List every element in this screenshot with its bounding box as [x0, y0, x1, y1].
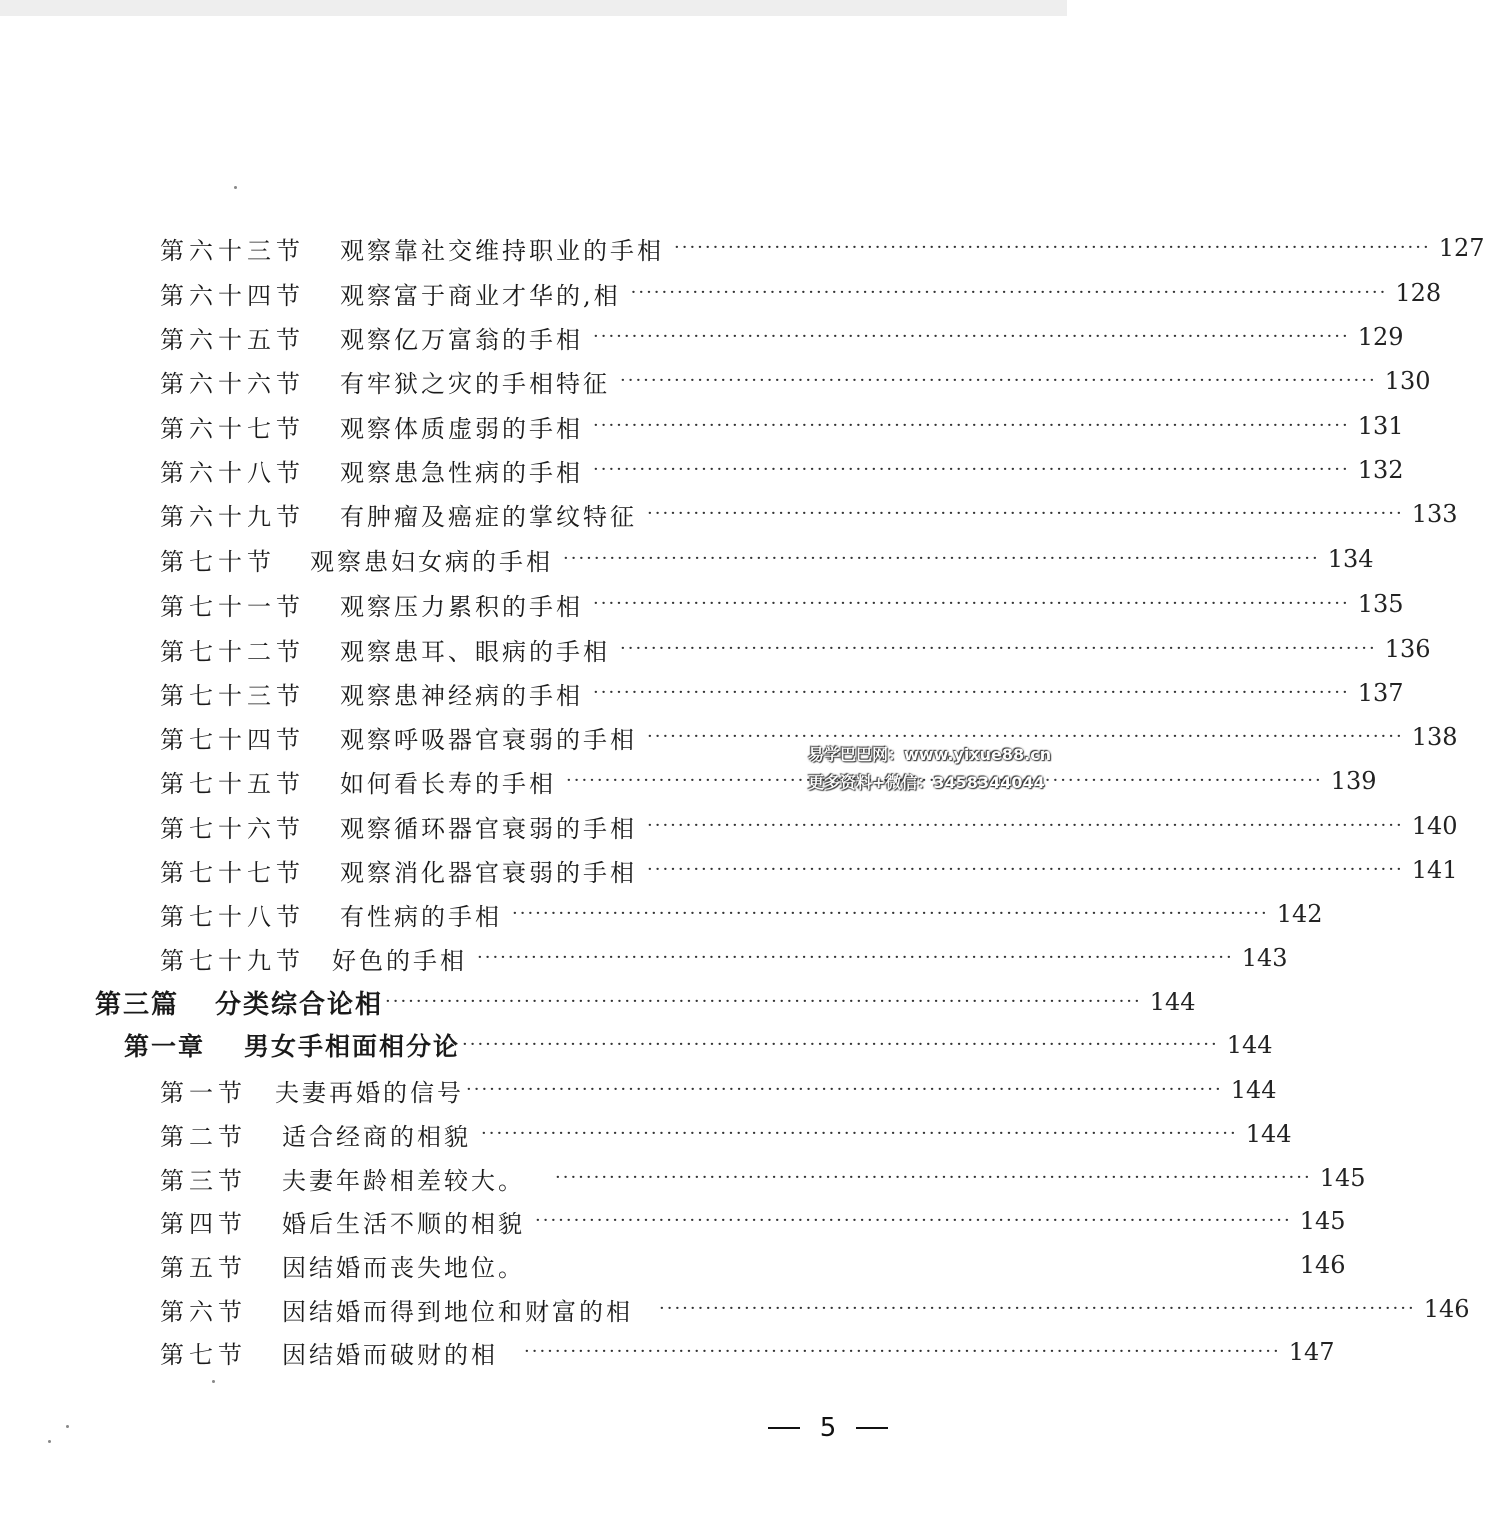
toc-section-number: 第七十六节: [160, 814, 305, 843]
page-number-value: 5: [819, 1413, 837, 1443]
toc-page: 140: [1411, 812, 1458, 840]
toc-section-number: 第二节: [160, 1122, 247, 1151]
toc-section-number: 第六十六节: [160, 369, 305, 398]
leader-dots: [462, 1034, 1219, 1056]
toc-entry[interactable]: [160, 1114, 1292, 1154]
toc-title: 有牢狱之灾的手相特征: [340, 369, 610, 398]
watermark-line: 更多资料+微信：3458344044: [808, 773, 1045, 792]
toc-title: 有肿瘤及癌症的掌纹特征: [340, 502, 637, 531]
toc-page: 147: [1288, 1338, 1335, 1366]
leader-dots: [481, 1123, 1238, 1145]
leader-dots: [593, 326, 1350, 348]
toc-section-number: 第三节: [160, 1166, 247, 1195]
toc-page: 143: [1241, 944, 1288, 972]
toc-title: 有性病的手相: [340, 902, 502, 931]
leader-dots: [477, 947, 1234, 969]
toc-entry[interactable]: [160, 850, 1458, 890]
toc-page: 145: [1299, 1207, 1346, 1235]
leader-dots: [524, 1341, 1281, 1363]
toc-title: 因结婚而得到地位和财富的相: [282, 1297, 633, 1326]
leader-dots: [620, 370, 1377, 392]
toc-entry[interactable]: [160, 894, 1323, 934]
toc-section-number: 第六十八节: [160, 458, 305, 487]
toc-chapter-title: 男女手相面相分论: [244, 1032, 461, 1061]
toc-entry[interactable]: [160, 1201, 1346, 1241]
scan-speck: [66, 1425, 69, 1428]
scan-speck: [212, 1380, 215, 1383]
toc-entry[interactable]: [160, 1158, 1366, 1198]
toc-entry[interactable]: [160, 494, 1458, 534]
leader-dots: [647, 503, 1404, 525]
toc-part-number: 第三篇: [95, 989, 180, 1020]
toc-title: 观察患耳、眼病的手相: [340, 637, 610, 666]
toc-entry[interactable]: [160, 450, 1404, 490]
toc-entry[interactable]: [160, 584, 1404, 624]
toc-title: 观察体质虚弱的手相: [340, 414, 583, 443]
toc-page: 131: [1357, 412, 1404, 440]
toc-title: 观察呼吸器官衰弱的手相: [340, 725, 637, 754]
toc-section-number: 第六十七节: [160, 414, 305, 443]
toc-page: 144: [1245, 1120, 1292, 1148]
leader-dots: [674, 237, 1431, 259]
toc-entry[interactable]: [160, 317, 1404, 357]
toc-section-number: 第一节: [160, 1078, 247, 1107]
toc-part-title: 分类综合论相: [215, 989, 384, 1020]
toc-title: 观察亿万富翁的手相: [340, 325, 583, 354]
toc-section-number: 第四节: [160, 1209, 247, 1238]
toc-entry[interactable]: [160, 539, 1374, 579]
toc-chapter-heading[interactable]: [124, 1025, 1273, 1065]
toc-section-number: 第七十一节: [160, 592, 305, 621]
toc-chapter-number: 第一章: [124, 1032, 206, 1061]
toc-page: 132: [1357, 456, 1404, 484]
toc-entry[interactable]: [160, 629, 1431, 669]
toc-section-number: 第七十二节: [160, 637, 305, 666]
page-number-dash: [768, 1427, 800, 1429]
toc-section-number: 第七十节: [160, 547, 276, 576]
toc-title: 好色的手相: [332, 946, 467, 975]
toc-title: 夫妻再婚的信号: [275, 1078, 464, 1107]
toc-section-number: 第六十五节: [160, 325, 305, 354]
leader-dots: [647, 815, 1404, 837]
leader-dots: [535, 1210, 1292, 1232]
toc-section-number: 第六十三节: [160, 236, 305, 265]
toc-page: 139: [1330, 767, 1377, 795]
toc-page: 146: [1423, 1295, 1470, 1323]
toc-page: 146: [1299, 1251, 1346, 1279]
toc-page: 135: [1357, 590, 1404, 618]
toc-section-number: 第七十三节: [160, 681, 305, 710]
toc-page: 144: [1149, 988, 1196, 1016]
toc-title: 因结婚而破财的相: [282, 1340, 498, 1369]
leader-dots: [593, 415, 1350, 437]
leader-dots: [563, 548, 1320, 570]
toc-title: 婚后生活不顺的相貌: [282, 1209, 525, 1238]
toc-page: 130: [1384, 367, 1431, 395]
toc-entry[interactable]: [160, 806, 1458, 846]
toc-page: 144: [1226, 1031, 1273, 1059]
watermark-line: 易学巴巴网：www.yixue88.cn: [808, 745, 1052, 764]
page-number-dash: [856, 1427, 888, 1429]
page-number: [768, 1408, 888, 1448]
leader-dots: [593, 593, 1350, 615]
toc-title: 观察靠社交维持职业的手相: [340, 236, 664, 265]
scan-speck: [48, 1440, 51, 1443]
toc-title: 观察循环器官衰弱的手相: [340, 814, 637, 843]
toc-title: 如何看长寿的手相: [340, 769, 556, 798]
toc-entry[interactable]: [160, 1245, 1346, 1285]
toc-section-number: 第七十五节: [160, 769, 305, 798]
toc-title: 因结婚而丧失地位。: [282, 1253, 525, 1282]
toc-page: 142: [1276, 900, 1323, 928]
toc-entry[interactable]: [160, 1289, 1470, 1329]
toc-entry[interactable]: [160, 673, 1404, 713]
leader-dots: [385, 991, 1142, 1013]
toc-section-number: 第六十四节: [160, 281, 305, 310]
toc-page: 144: [1230, 1076, 1277, 1104]
toc-section-number: 第七十八节: [160, 902, 305, 931]
toc-entry[interactable]: [160, 938, 1288, 978]
scan-speck: [234, 186, 237, 189]
toc-section-number: 第五节: [160, 1253, 247, 1282]
toc-entry[interactable]: [160, 273, 1442, 313]
leader-dots: [631, 282, 1388, 304]
toc-title: 夫妻年龄相差较大。: [282, 1166, 525, 1195]
leader-dots: [555, 1167, 1312, 1189]
toc-section-number: 第七十九节: [160, 946, 305, 975]
leader-dots: [659, 1298, 1416, 1320]
toc-section-number: 第七十四节: [160, 725, 305, 754]
toc-page: 145: [1319, 1164, 1366, 1192]
leader-dots: [620, 638, 1377, 660]
toc-entry[interactable]: [160, 1332, 1335, 1372]
leader-dots: [593, 682, 1350, 704]
leader-dots: [593, 459, 1350, 481]
toc-page: 127: [1438, 234, 1485, 262]
toc-title: 观察压力累积的手相: [340, 592, 583, 621]
toc-entry[interactable]: [160, 1070, 1277, 1110]
toc-section-number: 第七节: [160, 1340, 247, 1369]
toc-page: 138: [1411, 723, 1458, 751]
toc-title: 观察患神经病的手相: [340, 681, 583, 710]
toc-page: 141: [1411, 856, 1458, 884]
toc-title: 观察消化器官衰弱的手相: [340, 858, 637, 887]
toc-page: 128: [1395, 279, 1442, 307]
toc-section-number: 第六节: [160, 1297, 247, 1326]
leader-dots: [647, 859, 1404, 881]
toc-title: 观察富于商业才华的,相: [340, 281, 621, 310]
toc-page: 136: [1384, 635, 1431, 663]
toc-entry[interactable]: [160, 406, 1404, 446]
toc-section-number: 第六十九节: [160, 502, 305, 531]
leader-dots: [466, 1079, 1223, 1101]
leader-dots: [512, 903, 1269, 925]
toc-page: 133: [1411, 500, 1458, 528]
toc-title: 观察患妇女病的手相: [310, 547, 553, 576]
toc-page: 137: [1357, 679, 1404, 707]
toc-title: 观察患急性病的手相: [340, 458, 583, 487]
toc-page: 129: [1357, 323, 1404, 351]
toc-entry[interactable]: [160, 361, 1431, 401]
toc-title: 适合经商的相貌: [282, 1122, 471, 1151]
toc-section-number: 第七十七节: [160, 858, 305, 887]
toc-part-heading[interactable]: [95, 982, 1196, 1022]
toc-entry[interactable]: [160, 228, 1485, 268]
toc-page: 134: [1327, 545, 1374, 573]
